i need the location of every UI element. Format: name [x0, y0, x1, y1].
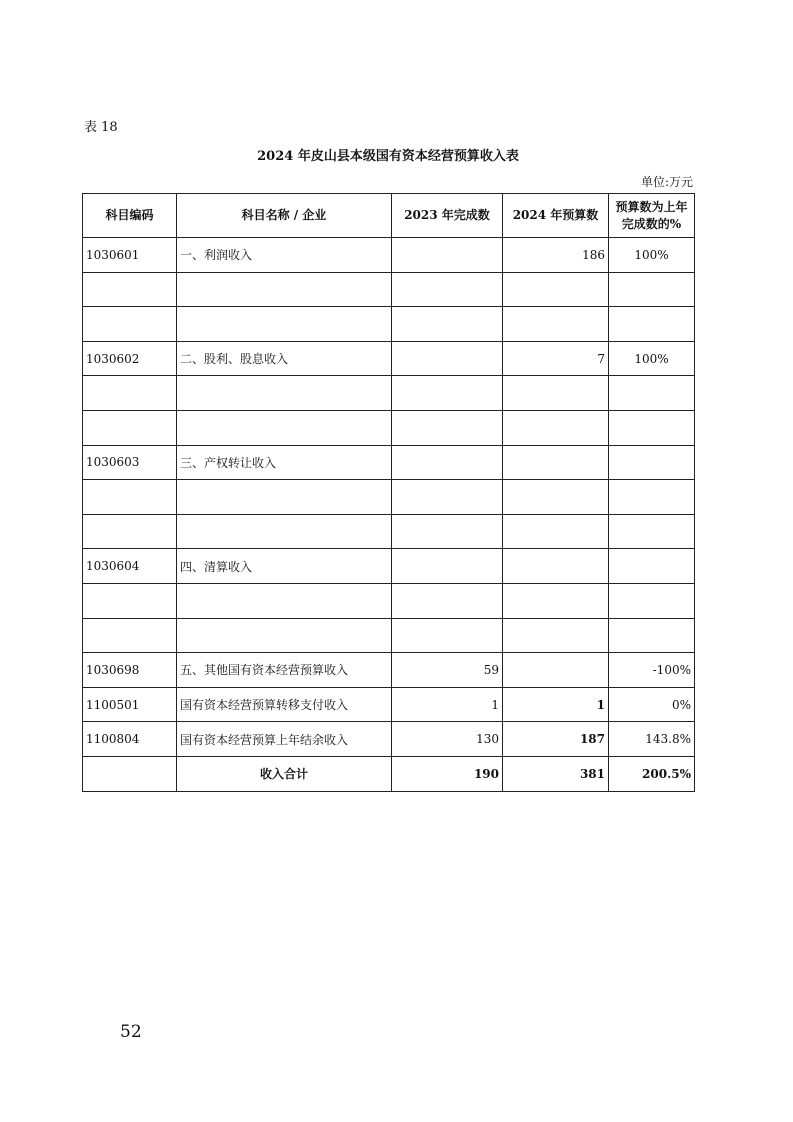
column-header-2023-actual: 2023 年完成数: [392, 194, 503, 238]
cell-code: [83, 583, 177, 618]
cell-2023-actual: 190: [392, 756, 503, 791]
cell-2023-actual: [392, 514, 503, 549]
cell-ratio: 100%: [609, 341, 695, 376]
cell-2023-actual: [392, 376, 503, 411]
cell-ratio: 0%: [609, 687, 695, 722]
cell-code: [83, 376, 177, 411]
cell-name: [177, 376, 392, 411]
cell-name: [177, 480, 392, 515]
cell-ratio: [609, 272, 695, 307]
table-row: [83, 307, 695, 342]
cell-2024-budget: 381: [503, 756, 609, 791]
cell-name: [177, 618, 392, 653]
cell-ratio: -100%: [609, 653, 695, 688]
table-header-row: [83, 194, 695, 238]
column-header-2024-budget: 2024 年预算数: [503, 194, 609, 238]
cell-name: [177, 410, 392, 445]
cell-name: 五、其他国有资本经营预算收入: [177, 653, 392, 688]
cell-code: 1030603: [83, 445, 177, 480]
table-row: [83, 583, 695, 618]
cell-2024-budget: [503, 653, 609, 688]
table-row: [83, 618, 695, 653]
cell-2023-actual: [392, 341, 503, 376]
cell-name: 一、利润收入: [177, 238, 392, 273]
page-title: 2024 年皮山县本级国有资本经营预算收入表: [257, 149, 519, 164]
cell-ratio: 200.5%: [609, 756, 695, 791]
table-row: [83, 272, 695, 307]
table-row: [83, 238, 695, 273]
cell-2023-actual: 1: [392, 687, 503, 722]
cell-2024-budget: [503, 272, 609, 307]
cell-code: 1030604: [83, 549, 177, 584]
cell-code: [83, 514, 177, 549]
cell-name: 四、清算收入: [177, 549, 392, 584]
cell-code: [83, 410, 177, 445]
cell-2024-budget: [503, 549, 609, 584]
cell-ratio: [609, 445, 695, 480]
budget-table: [82, 193, 695, 792]
cell-2024-budget: 1: [503, 687, 609, 722]
cell-name: [177, 514, 392, 549]
cell-name: 三、产权转让收入: [177, 445, 392, 480]
table-row: [83, 514, 695, 549]
cell-ratio: [609, 549, 695, 584]
cell-2024-budget: [503, 410, 609, 445]
table-row: [83, 341, 695, 376]
cell-ratio: [609, 618, 695, 653]
cell-code: 1100501: [83, 687, 177, 722]
cell-2023-actual: [392, 410, 503, 445]
cell-code: 1030698: [83, 653, 177, 688]
unit-label: 单位:万元: [640, 175, 693, 189]
cell-name: [177, 272, 392, 307]
cell-code: 1030601: [83, 238, 177, 273]
cell-2023-actual: [392, 583, 503, 618]
cell-2024-budget: [503, 618, 609, 653]
cell-2024-budget: [503, 445, 609, 480]
cell-2024-budget: [503, 480, 609, 515]
total-row: [83, 756, 695, 791]
cell-ratio: [609, 376, 695, 411]
table-row: [83, 549, 695, 584]
cell-2024-budget: [503, 583, 609, 618]
table-row: [83, 376, 695, 411]
cell-ratio: [609, 514, 695, 549]
cell-2024-budget: [503, 376, 609, 411]
cell-code: 1100804: [83, 722, 177, 757]
cell-2023-actual: [392, 480, 503, 515]
cell-name: 国有资本经营预算上年结余收入: [177, 722, 392, 757]
column-header-name: 科目名称 / 企业: [177, 194, 392, 238]
table-row: [83, 653, 695, 688]
cell-2023-actual: [392, 307, 503, 342]
cell-ratio: [609, 307, 695, 342]
cell-name: [177, 583, 392, 618]
cell-code: [83, 480, 177, 515]
table-body: [83, 238, 695, 792]
cell-ratio: [609, 480, 695, 515]
column-header-code: 科目编码: [83, 194, 177, 238]
cell-code: [83, 307, 177, 342]
cell-2024-budget: 187: [503, 722, 609, 757]
cell-ratio: [609, 583, 695, 618]
page-number: 52: [120, 1022, 142, 1042]
cell-2024-budget: [503, 307, 609, 342]
cell-code: 1030602: [83, 341, 177, 376]
table-row: [83, 687, 695, 722]
table-row: [83, 410, 695, 445]
cell-name: 二、股利、股息收入: [177, 341, 392, 376]
cell-ratio: 100%: [609, 238, 695, 273]
table-label: 表 18: [84, 120, 118, 135]
cell-2023-actual: [392, 272, 503, 307]
table-row: [83, 445, 695, 480]
cell-2023-actual: 130: [392, 722, 503, 757]
cell-name: 国有资本经营预算转移支付收入: [177, 687, 392, 722]
column-header-ratio: 预算数为上年完成数的%: [609, 194, 695, 238]
cell-2024-budget: [503, 514, 609, 549]
cell-2023-actual: [392, 618, 503, 653]
cell-code: [83, 756, 177, 791]
cell-2023-actual: [392, 238, 503, 273]
cell-name: [177, 307, 392, 342]
cell-code: [83, 272, 177, 307]
cell-2023-actual: 59: [392, 653, 503, 688]
cell-2024-budget: 7: [503, 341, 609, 376]
cell-ratio: 143.8%: [609, 722, 695, 757]
cell-2024-budget: 186: [503, 238, 609, 273]
cell-2023-actual: [392, 445, 503, 480]
cell-2023-actual: [392, 549, 503, 584]
cell-name: 收入合计: [177, 756, 392, 791]
table-row: [83, 722, 695, 757]
cell-code: [83, 618, 177, 653]
cell-ratio: [609, 410, 695, 445]
table-row: [83, 480, 695, 515]
